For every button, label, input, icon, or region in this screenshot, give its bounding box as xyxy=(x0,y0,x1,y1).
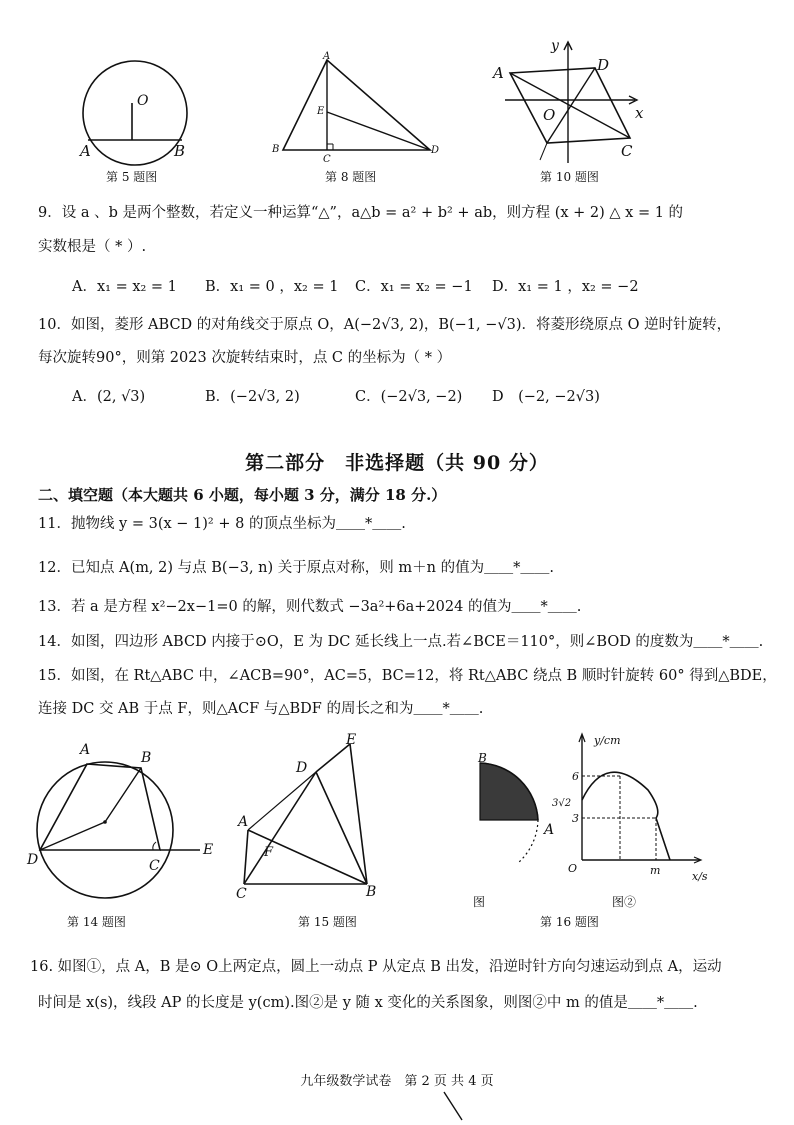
axis-label-x: x/s xyxy=(692,870,708,883)
figure-14-inscribed-quadrilateral xyxy=(25,740,225,910)
page-footer: 九年级数学试卷 第 2 页 共 4 页 xyxy=(300,1074,494,1089)
tick-label-3: 3 xyxy=(572,812,579,825)
pen-stroke-mark xyxy=(440,1090,470,1125)
label-d: D xyxy=(296,760,308,776)
q10-option-a: A．(2, √3) xyxy=(72,389,146,405)
question-15-line2: 连接 DC 交 AB 于点 F，则△ACF 与△BDF 的周长之和为＿＿*＿＿. xyxy=(38,701,484,717)
caption-fig16-part1: 图 xyxy=(473,895,486,909)
question-12: 12．已知点 A(m, 2) 与点 B(−3, n) 关于原点对称，则 m＋n 的值为＿＿*＿＿. xyxy=(38,560,554,576)
caption-fig15: 第 15 题图 xyxy=(298,915,357,929)
caption-fig16-part2: 图② xyxy=(612,895,637,909)
tick-label-6: 6 xyxy=(572,770,579,783)
question-10-line2: 每次旋转90°，则第 2023 次旋转结束时，点 C 的坐标为（ * ） xyxy=(38,350,452,366)
q9-option-b: B．x₁ = 0 ，x₂ = 1 xyxy=(205,279,339,295)
question-9-line2: 实数根是（ * ）. xyxy=(38,239,147,255)
label-a: A xyxy=(544,822,555,838)
label-a: A xyxy=(493,64,504,82)
question-16-line1: 16. 如图①，点 A，B 是⊙ O上两定点，圆上一动点 P 从定点 B 出发，沿逆时针方向匀速运动到点 A，运动 xyxy=(30,959,722,975)
label-b: B xyxy=(478,751,487,765)
axis-label-y: y/cm xyxy=(594,734,621,747)
label-a: A xyxy=(323,51,331,62)
label-d: D xyxy=(431,145,440,156)
label-e: E xyxy=(346,732,357,748)
label-o: O xyxy=(137,93,149,109)
label-a: A xyxy=(80,142,91,160)
label-b: B xyxy=(366,884,377,900)
caption-fig16: 第 16 题图 xyxy=(540,915,599,929)
label-d: D xyxy=(597,56,610,74)
label-x: x xyxy=(635,104,644,122)
label-c: C xyxy=(149,858,160,874)
part-two-title: 第二部分 非选择题（共 90 分） xyxy=(245,452,549,474)
q9-option-a: A．x₁ = x₂ = 1 xyxy=(72,279,177,295)
figure-15-rotated-triangles xyxy=(232,732,392,902)
label-e: E xyxy=(317,106,325,117)
caption-fig14: 第 14 题图 xyxy=(67,915,126,929)
label-c: C xyxy=(621,142,633,160)
label-a: A xyxy=(238,814,249,830)
figure-8-triangle xyxy=(265,50,445,170)
figure-16-graph xyxy=(550,730,720,890)
label-e: E xyxy=(203,842,214,858)
question-13: 13．若 a 是方程 x²−2x−1=0 的解，则代数式 −3a²+6a+2024 的值为＿＿*＿＿. xyxy=(38,599,582,615)
question-16-line2: 时间是 x(s)，线段 AP 的长度是 y(cm).图②是 y 随 x 变化的关系图象，则图②中 m 的值是＿＿*＿＿. xyxy=(38,995,698,1011)
label-a: A xyxy=(80,742,91,758)
fill-in-section-heading: 二、填空题（本大题共 6 小题，每小题 3 分，满分 18 分.） xyxy=(38,486,447,504)
q9-option-c: C．x₁ = x₂ = −1 xyxy=(355,279,473,295)
label-b: B xyxy=(141,750,152,766)
question-14: 14．如图，四边形 ABCD 内接于⊙O，E 为 DC 延长线上一点.若∠BCE＝110°，则∠BOD 的度数为＿＿*＿＿. xyxy=(38,634,764,650)
q10-option-c: C．(−2√3, −2) xyxy=(355,389,463,405)
question-9-line1: 9．设 a 、b 是两个整数，若定义一种运算“△”，a△b = a² + b² + ab，则方程 (x + 2) △ x = 1 的 xyxy=(38,205,684,221)
label-c: C xyxy=(323,154,331,165)
tick-label-m: m xyxy=(650,864,661,877)
caption-fig8: 第 8 题图 xyxy=(325,170,377,184)
label-o: O xyxy=(543,106,556,124)
caption-fig5: 第 5 题图 xyxy=(106,170,158,184)
figure-10-rhombus xyxy=(485,38,665,168)
figure-5-circle xyxy=(70,55,210,175)
q10-option-d: D (−2, −2√3) xyxy=(492,389,600,405)
label-f: F xyxy=(264,845,274,860)
q9-option-d: D．x₁ = 1 ，x₂ = −2 xyxy=(492,279,639,295)
label-origin: O xyxy=(568,862,578,875)
label-b: B xyxy=(272,144,280,155)
label-d: D xyxy=(27,852,39,868)
label-c: C xyxy=(236,886,247,902)
tick-label-3root2: 3√2 xyxy=(552,798,572,809)
q10-option-b: B．(−2√3, 2) xyxy=(205,389,300,405)
caption-fig10: 第 10 题图 xyxy=(540,170,599,184)
label-b: B xyxy=(174,142,186,160)
figure-16-circle xyxy=(470,748,560,878)
question-15-line1: 15．如图，在 Rt△ABC 中，∠ACB=90°，AC=5，BC=12，将 Rt△ABC 绕点 B 顺时针旋转 60° 得到△BDE， xyxy=(38,668,777,684)
label-y: y xyxy=(551,38,559,54)
question-10-line1: 10．如图，菱形 ABCD 的对角线交于原点 O，A(−2√3, 2)，B(−1, −√3)．将菱形绕原点 O 逆时针旋转， xyxy=(38,317,732,333)
question-11: 11．抛物线 y = 3(x − 1)² + 8 的顶点坐标为＿＿*＿＿. xyxy=(38,516,406,532)
